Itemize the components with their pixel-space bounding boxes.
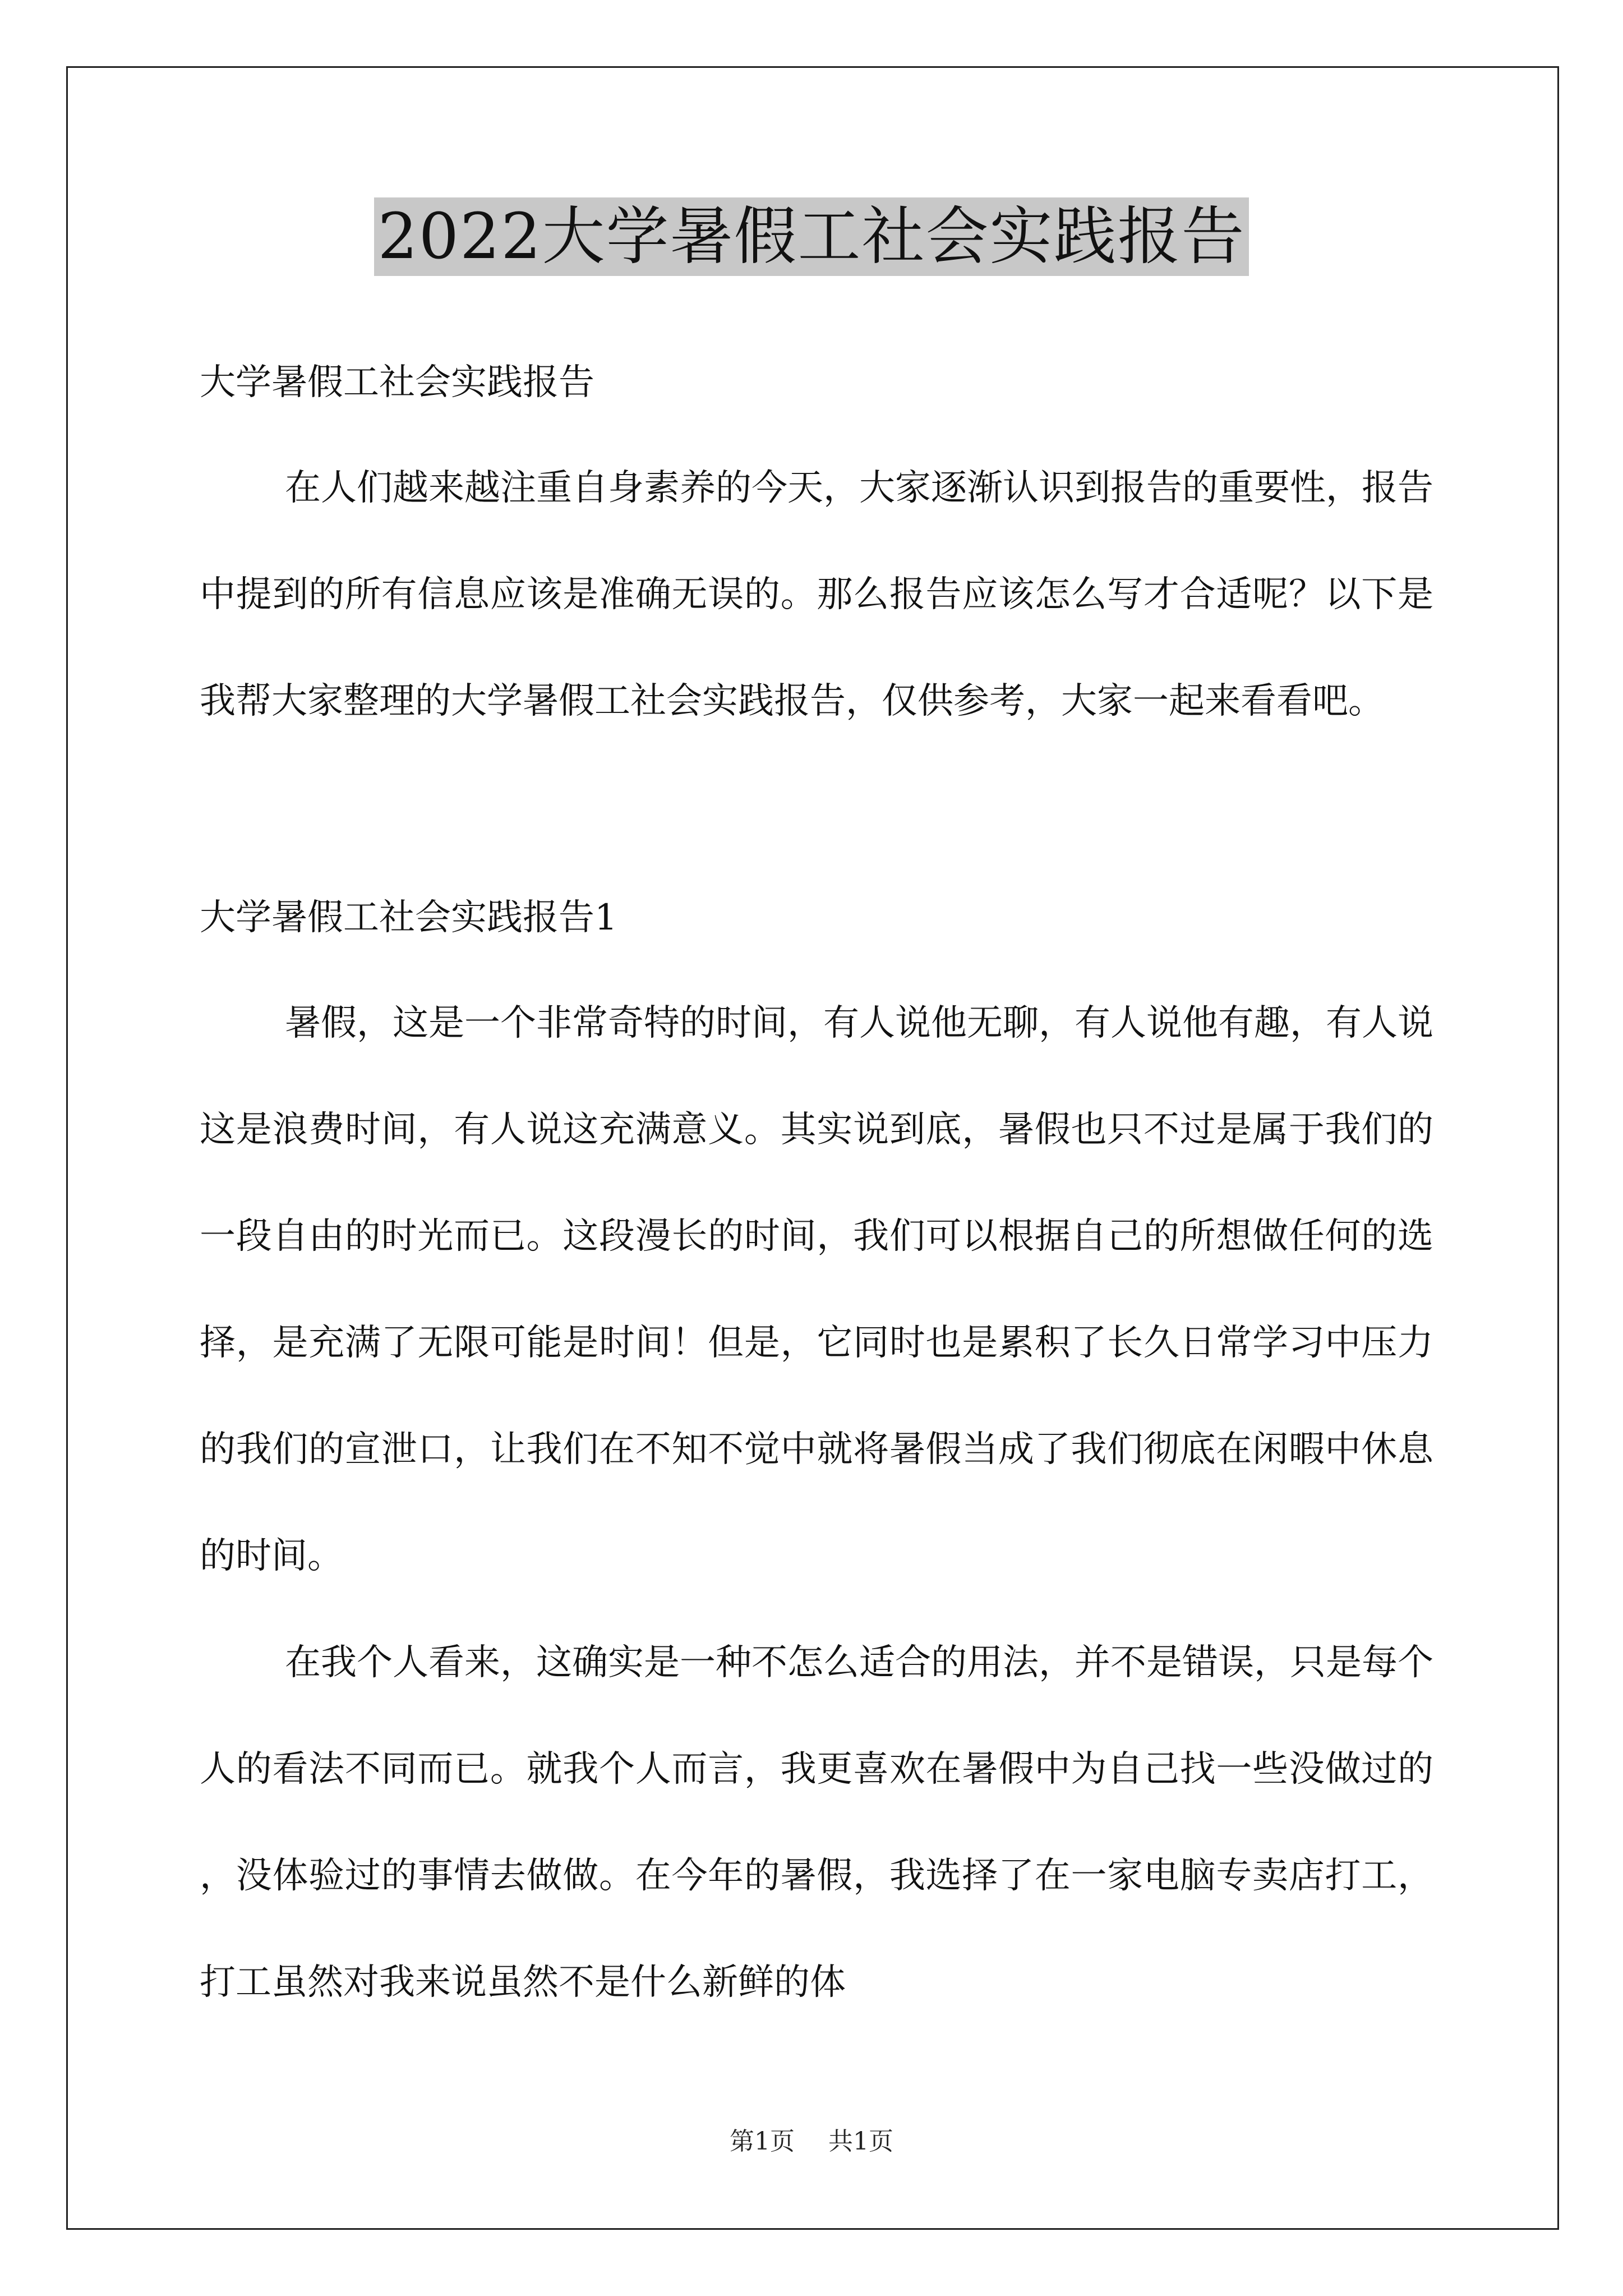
section1-paragraph-1: 暑假，这是一个非常奇特的时间，有人说他无聊，有人说他有趣，有人说这是浪费时间，有人说这充满意义。其实说到底，暑假也只不过是属于我们的一段自由的时光而已。这段漫长的时间，我们可以根据自己的所想做任何的选择，是充满了无限可能是时间！但是，它同时也是累积了长久日常学习中压力的我们的宣泄口，让我们在不知不觉中就将暑假当成了我们彻底在闲暇中休息的时间。 xyxy=(200,1002,1433,1577)
section-heading-1: 大学暑假工社会实践报告1 xyxy=(200,897,617,938)
intro-paragraph: 在人们越来越注重自身素养的今天，大家逐渐认识到报告的重要性，报告中提到的所有信息应该是准确无误的。那么报告应该怎么写才合适呢？以下是我帮大家整理的大学暑假工社会实践报告，仅供参考，大家一起来看看吧。 xyxy=(200,467,1433,722)
page-footer xyxy=(0,2126,1623,2157)
document-subtitle: 大学暑假工社会实践报告 xyxy=(200,362,594,403)
page-total: 共1页 xyxy=(828,2127,893,2156)
section1-paragraph-2: 在我个人看来，这确实是一种不怎么适合的用法，并不是错误，只是每个人的看法不同而已。就我个人而言，我更喜欢在暑假中为自己找一些没做过的，没体验过的事情去做做。在今年的暑假，我选择了在一家电脑专卖店打工，打工虽然对我来说虽然不是什么新鲜的体 xyxy=(200,1642,1433,2003)
title-container xyxy=(0,197,1623,276)
document-title: 2022大学暑假工社会实践报告 xyxy=(374,197,1248,276)
page-number: 第1页 xyxy=(730,2127,795,2156)
